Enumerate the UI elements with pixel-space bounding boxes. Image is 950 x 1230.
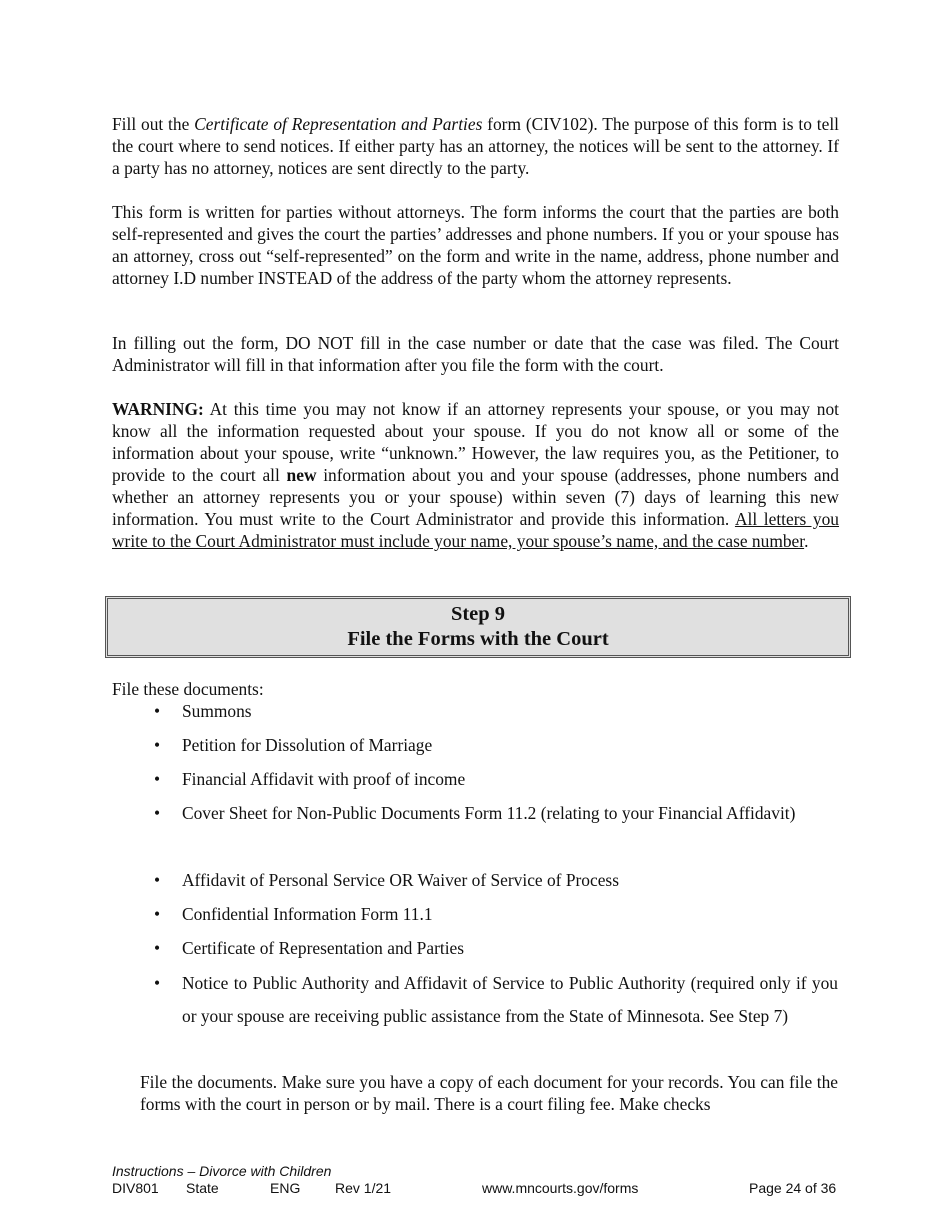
bullet-icon: • (154, 803, 161, 823)
list-item: Cover Sheet for Non-Public Documents Form 11.2 (relating to your Financial Affidavit) (182, 803, 796, 823)
bullet-icon: • (154, 904, 161, 924)
file-documents-intro: File these documents: (112, 679, 264, 699)
warning-text-2: information about you and your spouse (addresses, phone numbers and whether an attorney represents you or your spouse) within seven (7) days of learning this new information. You must write to the Court Administrator and provide this information. (112, 465, 839, 529)
bullet-icon: • (154, 701, 161, 721)
footer-jurisdiction: State (186, 1180, 219, 1196)
footer-form-id: DIV801 (112, 1180, 159, 1196)
bullet-icon: • (154, 973, 161, 993)
warning-bold-new: new (286, 465, 317, 485)
list-item: Certificate of Representation and Parties (182, 938, 465, 958)
attorneys-paragraph: This form is written for parties without attorneys. The form informs the court that the parties are both self-represented and gives the court the parties’ addresses and phone numbers. If you or your spouse has an attorney, cross out “self-represented” on the form and write in the name, address, phone number and attorney I.D number INSTEAD of the address of the party whom the attorney represents. (112, 202, 839, 288)
certificate-instructions-paragraph (112, 113, 839, 179)
list-item: Notice to Public Authority and Affidavit of Service to Public Authority (required only if you or your spouse are receiving public assistance from the State of Minnesota. See Step 7) (182, 973, 838, 1026)
bullet-icon: • (154, 938, 161, 958)
warning-label: WARNING: (112, 399, 204, 419)
bullet-icon: • (154, 735, 161, 755)
p1-text-start: Fill out the (112, 114, 195, 134)
warning-paragraph (112, 398, 839, 552)
warning-end: . (804, 531, 809, 551)
list-item: Summons (182, 701, 252, 721)
step-title: File the Forms with the Court (347, 628, 609, 650)
page-footer (112, 1163, 840, 1197)
warning-underlined-text: All letters you write to the Court Administrator must include your name, your spouse’s name, and the case number (112, 509, 839, 551)
step-heading-box (105, 596, 851, 658)
step-number: Step 9 (450, 603, 506, 625)
footer-revision: Rev 1/21 (335, 1180, 392, 1196)
list-item: Affidavit of Personal Service OR Waiver of Service of Process (182, 870, 619, 890)
p1-text-end: form (CIV102). The purpose of this form is to tell the court where to send notices. If either party has an attorney, the notices will be sent to the attorney. If a party has no attorney, notices are sent directly to the party. (112, 114, 839, 178)
bullet-icon: • (154, 769, 161, 789)
list-item: Confidential Information Form 11.1 (182, 904, 433, 924)
list-item: Petition for Dissolution of Marriage (182, 735, 433, 755)
bullet-icon: • (154, 870, 161, 890)
form-name-italic: Certificate of Representation and Parties (194, 114, 483, 134)
footer-page-number: Page 24 of 36 (749, 1180, 837, 1196)
footer-language: ENG (270, 1180, 301, 1196)
footer-website: www.mncourts.gov/forms (482, 1180, 639, 1196)
case-number-paragraph: In filling out the form, DO NOT fill in the case number or date that the case was filed. The Court Administrator will fill in that information after you file the form with the court. (112, 333, 839, 375)
footer-title: Instructions – Divorce with Children (112, 1163, 332, 1179)
list-item: Financial Affidavit with proof of income (182, 769, 466, 789)
warning-text-1: At this time you may not know if an attorney represents your spouse, or you may not know all the information requested about your spouse. If you do not know all or some of the information about your spouse, write “unknown.” However, the law requires you, as the Petitioner, to provide to the court all (112, 399, 839, 485)
filing-paragraph: File the documents. Make sure you have a copy of each document for your records. You can file the forms with the court in person or by mail. There is a court filing fee. Make checks (140, 1072, 838, 1114)
